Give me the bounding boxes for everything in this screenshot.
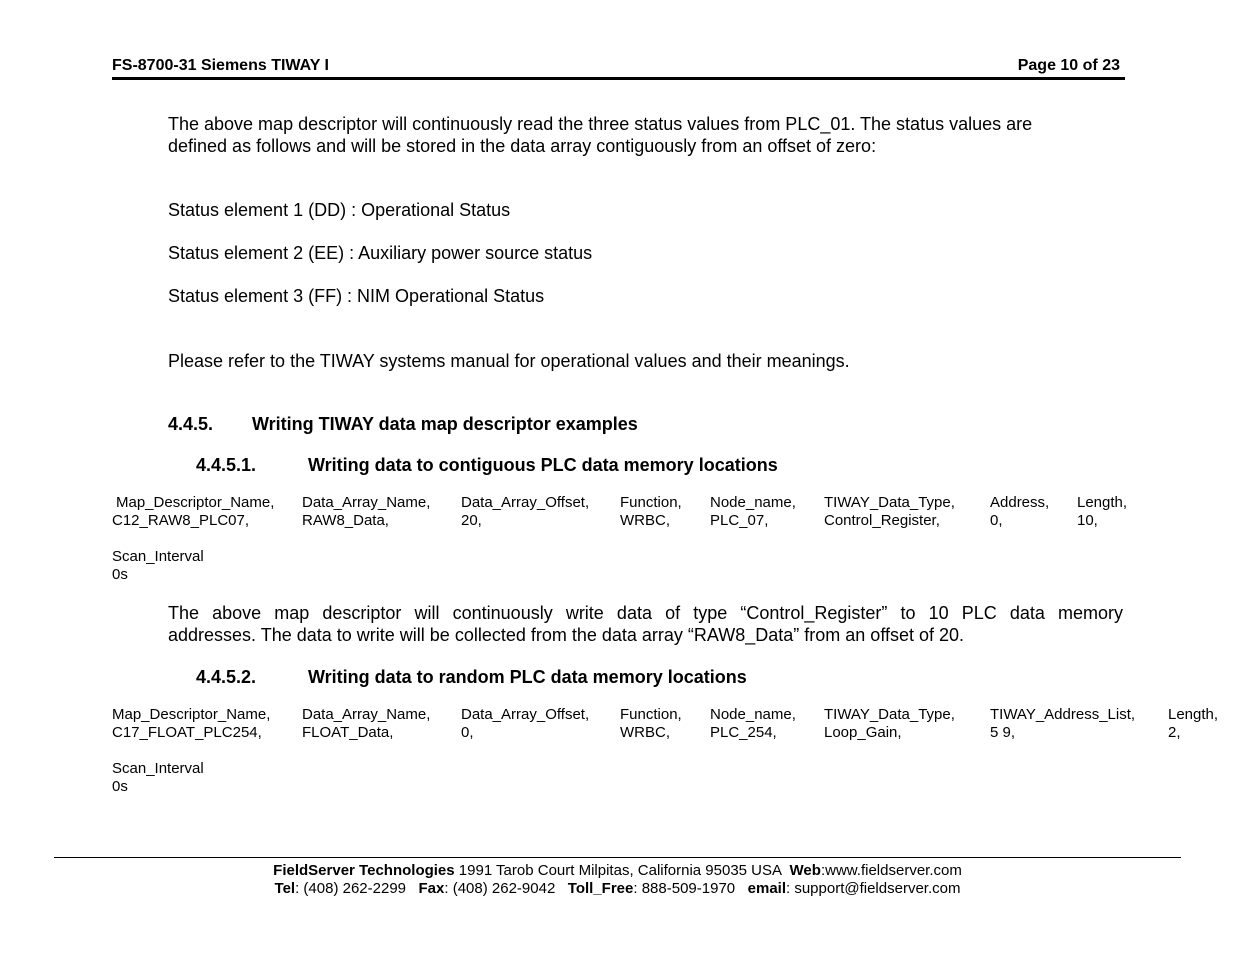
refer-paragraph: Please refer to the TIWAY systems manual for operational values and their meanings. <box>168 351 850 371</box>
t2-header-data-type: TIWAY_Data_Type, <box>824 706 955 723</box>
t2-value-function: WRBC, <box>620 724 670 741</box>
t2-value-scan-interval: 0s <box>112 778 128 795</box>
t1-header-address: Address, <box>990 494 1050 511</box>
status-element-1: Status element 1 (DD) : Operational Status <box>168 200 511 220</box>
footer-tel-value: : (408) 262-2299 <box>295 880 419 897</box>
t1-header-data-type: TIWAY_Data_Type, <box>824 494 955 511</box>
t2-header-scan-interval: Scan_Interval <box>112 760 204 777</box>
footer-line-2 <box>0 880 1235 898</box>
section-4451-number: 4.4.5.1. <box>196 455 257 475</box>
t1-value-node-name: PLC_07, <box>710 512 769 529</box>
t1-value-data-array-offset: 20, <box>461 512 482 529</box>
t1-header-data-array-offset: Data_Array_Offset, <box>461 494 590 511</box>
t2-header-data-array-offset: Data_Array_Offset, <box>461 706 590 723</box>
t1-description-line-2: addresses. The data to write will be collected from the data array “RAW8_Data” from an offset of 20. <box>168 625 965 645</box>
intro-line-2: defined as follows and will be stored in the data array contiguously from an offset of zero: <box>168 136 877 156</box>
t1-value-data-array-name: RAW8_Data, <box>302 512 389 529</box>
footer-line-1 <box>0 862 1235 880</box>
footer-tollfree-label: Toll_Free <box>567 880 634 897</box>
footer-fax-label: Fax <box>418 880 445 897</box>
footer-web-link[interactable]: :www.fieldserver.com <box>820 862 962 879</box>
footer-fax-value: : (408) 262-9042 <box>444 880 568 897</box>
t2-header-node-name: Node_name, <box>710 706 796 723</box>
t1-header-function: Function, <box>620 494 682 511</box>
footer-rule <box>54 857 1181 858</box>
footer-email-label: email <box>747 880 786 897</box>
header-rule <box>112 77 1125 80</box>
t1-header-map-descriptor-name: Map_Descriptor_Name, <box>116 494 275 511</box>
footer-company: FieldServer Technologies <box>273 862 455 879</box>
footer-address: 1991 Tarob Court Milpitas, California 95035 USA <box>454 862 790 879</box>
footer-email-link[interactable]: : support@fieldserver.com <box>786 880 961 897</box>
t2-header-map-descriptor-name: Map_Descriptor_Name, <box>112 706 271 723</box>
t2-value-node-name: PLC_254, <box>710 724 777 741</box>
t1-description-line-1: The above map descriptor will continuously write data of type “Control_Register” to 10 PLC data memory <box>168 603 1123 623</box>
intro-line-1: The above map descriptor will continuously read the three status values from PLC_01. The status values are <box>168 114 1033 134</box>
t2-value-data-array-name: FLOAT_Data, <box>302 724 394 741</box>
t2-value-map-descriptor-name: C17_FLOAT_PLC254, <box>112 724 262 741</box>
t2-value-data-array-offset: 0, <box>461 724 474 741</box>
t1-value-length: 10, <box>1077 512 1098 529</box>
t1-header-length: Length, <box>1077 494 1128 511</box>
t1-header-data-array-name: Data_Array_Name, <box>302 494 431 511</box>
t1-value-map-descriptor-name: C12_RAW8_PLC07, <box>112 512 250 529</box>
t2-value-data-type: Loop_Gain, <box>824 724 902 741</box>
t2-header-function: Function, <box>620 706 682 723</box>
t1-header-node-name: Node_name, <box>710 494 796 511</box>
t1-header-scan-interval: Scan_Interval <box>112 548 204 565</box>
page-number: Page 10 of 23 <box>1017 57 1120 74</box>
section-4451-title: Writing data to contiguous PLC data memory locations <box>308 455 778 475</box>
t1-value-data-type: Control_Register, <box>824 512 940 529</box>
t2-header-address-list: TIWAY_Address_List, <box>990 706 1136 723</box>
section-4452-title: Writing data to random PLC data memory locations <box>308 667 747 687</box>
document-title: FS-8700-31 Siemens TIWAY I <box>112 57 329 74</box>
t2-header-data-array-name: Data_Array_Name, <box>302 706 431 723</box>
footer-tel-label: Tel <box>274 880 296 897</box>
section-445-number: 4.4.5. <box>168 414 214 434</box>
status-element-2: Status element 2 (EE) : Auxiliary power source status <box>168 243 593 263</box>
t1-value-function: WRBC, <box>620 512 670 529</box>
section-4452-number: 4.4.5.2. <box>196 667 257 687</box>
footer-tollfree-value: : 888-509-1970 <box>633 880 748 897</box>
t2-value-address-list: 5 9, <box>990 724 1016 741</box>
t1-value-scan-interval: 0s <box>112 566 128 583</box>
t1-value-address: 0, <box>990 512 1003 529</box>
status-element-3: Status element 3 (FF) : NIM Operational Status <box>168 286 545 306</box>
t2-value-length: 2, <box>1168 724 1181 741</box>
footer-web-label: Web <box>789 862 821 879</box>
t2-header-length: Length, <box>1168 706 1219 723</box>
section-445-title: Writing TIWAY data map descriptor examples <box>252 414 638 434</box>
